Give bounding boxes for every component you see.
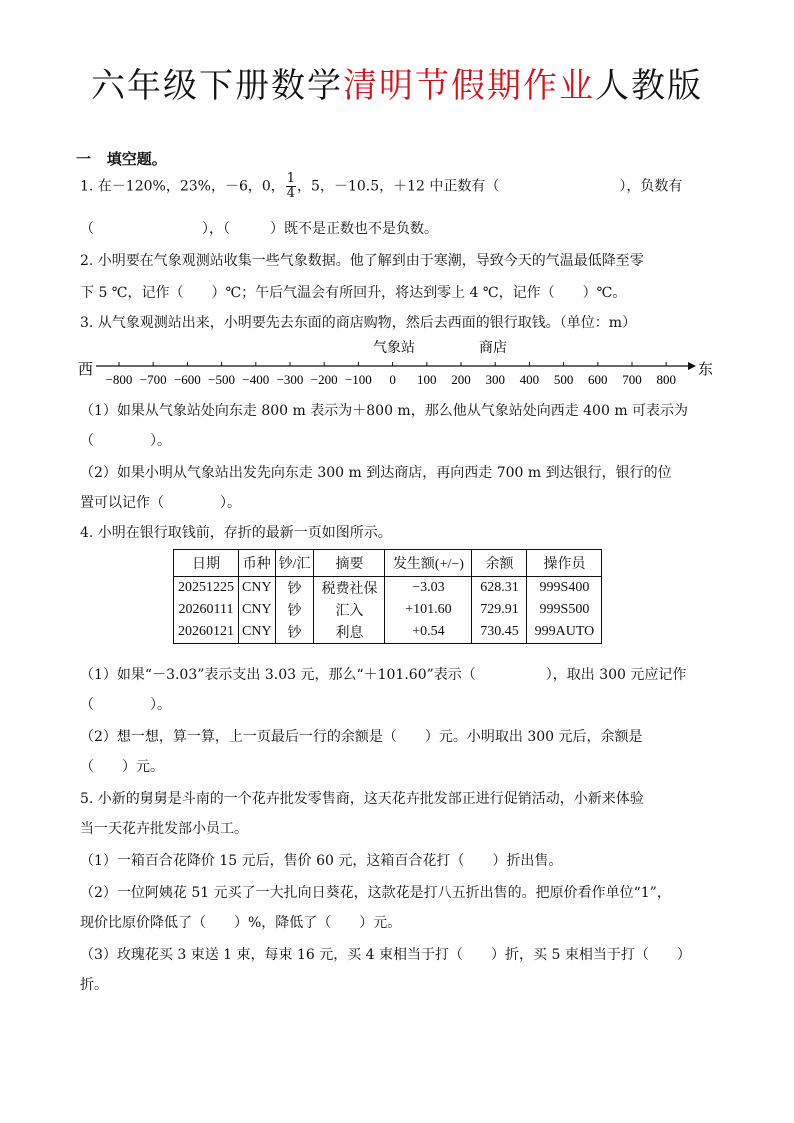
title-part-1: 六年级下册数学 <box>91 66 343 106</box>
question-2-line-2: 下 5 ℃，记作（ ）℃；午后气温会有所回升，将达到零上 4 ℃，记作（ ）℃。 <box>80 285 627 301</box>
cell: CNY <box>239 621 276 644</box>
axis-tick-label: 300 <box>485 372 505 387</box>
title-highlight: 清明节假期作业 <box>343 66 595 106</box>
question-1-line-1 <box>80 172 682 201</box>
cell: 999S400 <box>527 577 602 600</box>
question-2-line-1: 2. 小明要在气象观测站收集一些气象数据。他了解到由于寒潮，导致今天的气温最低降至零 <box>80 253 644 269</box>
section-title: 填空题。 <box>106 150 167 168</box>
col-header: 余额 <box>472 550 527 577</box>
cell: 钞 <box>275 599 314 621</box>
question-3-line-1: 3. 从气象观测站出来，小明要先去东面的商店购物，然后去西面的银行取钱。（单位：m） <box>80 315 637 331</box>
axis-arrow-icon <box>688 362 696 370</box>
cell: 钞 <box>275 621 314 644</box>
axis-tick-label: −800 <box>105 372 133 387</box>
cell: CNY <box>239 599 276 621</box>
question-4-part-1-line-2: （ ）。 <box>80 697 171 713</box>
page-title <box>0 58 794 107</box>
table-header-row <box>174 550 602 577</box>
q1-suffix: ，5，－10.5，＋12 中正数有（ <box>297 178 500 195</box>
fraction-numerator: 1 <box>286 171 296 186</box>
col-header: 币种 <box>239 550 276 577</box>
axis-tick-label: 600 <box>588 372 608 387</box>
west-label: 西 <box>78 362 94 378</box>
question-5-part-2-line-2: 现价比原价降低了（ ）%，降低了（ ）元。 <box>80 915 402 931</box>
question-3-part-1-line-2: （ ）。 <box>80 433 171 449</box>
cell: −3.03 <box>385 577 472 600</box>
question-4-part-2-line-1: （2）想一想，算一算，上一页最后一行的余额是（ ）元。小明取出 300 元后，余额是 <box>80 729 643 745</box>
question-5-line-2: 当一天花卉批发部小员工。 <box>80 821 248 837</box>
axis-tick-label: −500 <box>208 372 236 387</box>
passbook-table <box>173 549 602 644</box>
cell: 20260111 <box>174 599 239 621</box>
cell: 628.31 <box>472 577 527 600</box>
cell: CNY <box>239 577 276 600</box>
title-part-2: 人教版 <box>595 66 703 106</box>
station-label: 气象站 <box>373 341 415 356</box>
cell: +0.54 <box>385 621 472 644</box>
axis-tick-label: −300 <box>276 372 304 387</box>
axis-tick-label: −700 <box>139 372 167 387</box>
question-4-part-1-line-1: （1）如果“－3.03”表示支出 3.03 元，那么“＋101.60”表示（ ），取出 300 元应记作 <box>80 667 687 683</box>
shop-label: 商店 <box>479 341 507 356</box>
fraction-denominator: 4 <box>286 186 296 201</box>
east-label: 东 <box>698 362 714 378</box>
question-5-part-2-line-1: （2）一位阿姨花 51 元买了一大扎向日葵花，这款花是打八五折出售的。把原价看作单位“1”， <box>80 885 671 901</box>
col-header: 操作员 <box>527 550 602 577</box>
q1-line2-c: ）既不是正数也不是负数。 <box>270 221 438 237</box>
q1-prefix: 1. 在－120%，23%，－6，0， <box>80 178 285 195</box>
q1-line2-b: ），（ <box>202 221 230 237</box>
axis-tick-label: −100 <box>344 372 372 387</box>
col-header: 钞/汇 <box>275 550 314 577</box>
axis-tick-label: 0 <box>389 372 396 387</box>
axis-tick-label: −600 <box>173 372 201 387</box>
question-4-part-2-line-2: （ ）元。 <box>80 759 164 775</box>
cell: 汇入 <box>314 599 385 621</box>
col-header: 发生额(+/−) <box>385 550 472 577</box>
section-number: 一 <box>76 150 92 168</box>
table-row <box>174 599 602 621</box>
axis-tick-label: 400 <box>519 372 540 387</box>
question-5-part-1: （1）一箱百合花降价 15 元后，售价 60 元，这箱百合花打（ ）折出售。 <box>80 853 563 869</box>
col-header: 日期 <box>174 550 239 577</box>
cell: 利息 <box>314 621 385 644</box>
cell: 729.91 <box>472 599 527 621</box>
cell: 999S500 <box>527 599 602 621</box>
axis-tick-label: 500 <box>553 372 574 387</box>
axis-tick-label: 800 <box>656 372 676 387</box>
cell: 20260121 <box>174 621 239 644</box>
axis-tick-label: 200 <box>451 372 471 387</box>
cell: 钞 <box>275 577 314 600</box>
cell: +101.60 <box>385 599 472 621</box>
question-5-part-3-line-1: （3）玫瑰花买 3 束送 1 束，每束 16 元，买 4 束相当于打（ ）折，买 5 束相当于打（ ） <box>80 947 691 963</box>
question-1-line-2 <box>80 218 438 238</box>
axis-tick-label: −400 <box>242 372 270 387</box>
axis-tick-label: 700 <box>622 372 642 387</box>
axis-tick-label: 100 <box>417 372 437 387</box>
question-4-line-1: 4. 小明在银行取钱前，存折的最新一页如图所示。 <box>80 525 392 541</box>
cell: 999AUTO <box>527 621 602 644</box>
q1-end: ），负数有 <box>619 178 683 195</box>
col-header: 摘要 <box>314 550 385 577</box>
cell: 税费社保 <box>314 577 385 600</box>
axis-tick-label: −200 <box>310 372 338 387</box>
number-line <box>76 336 726 392</box>
question-3-part-2-line-2: 置可以记作（ ）。 <box>80 495 241 511</box>
table-row <box>174 621 602 644</box>
cell: 20251225 <box>174 577 239 600</box>
question-3-part-2-line-1: （2）如果小明从气象站出发先向东走 300 m 到达商店，再向西走 700 m 到达银行，银行的位 <box>80 465 672 481</box>
cell: 730.45 <box>472 621 527 644</box>
question-3-part-1-line-1: （1）如果从气象站处向东走 800 m 表示为＋800 m，那么他从气象站处向西走 400 m 可表示为 <box>80 403 689 419</box>
question-5-line-1: 5. 小新的舅舅是斗南的一个花卉批发零售商，这天花卉批发部正进行促销活动，小新来体验 <box>80 791 644 807</box>
fraction <box>286 172 296 201</box>
q1-line2-a: （ <box>80 221 94 237</box>
table-row <box>174 577 602 600</box>
section-heading <box>76 148 167 169</box>
question-5-part-3-line-2: 折。 <box>80 977 108 993</box>
